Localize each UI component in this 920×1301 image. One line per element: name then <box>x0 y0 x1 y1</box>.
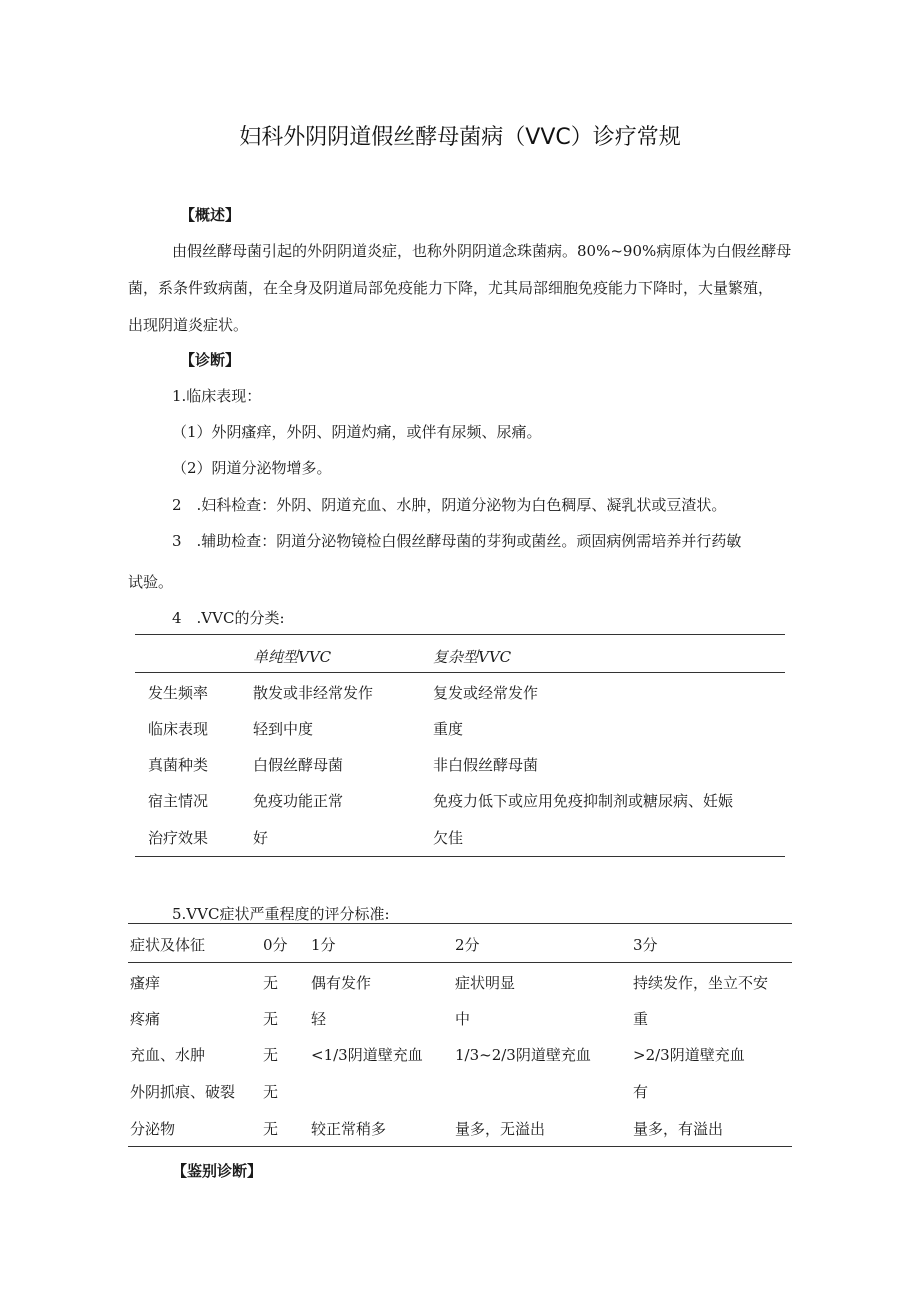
table-cell: 轻 <box>311 1010 327 1028</box>
table-cell: 症状明显 <box>455 974 516 992</box>
table-cell: 量多，无溢出 <box>455 1120 546 1138</box>
table-rule <box>135 856 785 857</box>
table-cell: 白假丝酵母菌 <box>253 756 344 774</box>
overview-line: 由假丝酵母菌引起的外阴阴道炎症，也称外阴阴道念珠菌病。80%~90%病原体为白假丝酵母 <box>172 242 792 260</box>
table-rule <box>128 923 792 924</box>
table-cell: 复发或经常发作 <box>433 684 539 702</box>
table-cell: 无 <box>263 1010 279 1028</box>
aux-item-line: 试验。 <box>128 573 174 591</box>
table-header-cell: 症状及体征 <box>130 936 206 954</box>
table-rule <box>128 962 792 963</box>
table-cell: 偶有发作 <box>311 974 372 992</box>
table-cell: 较正常稍多 <box>311 1120 387 1138</box>
table-cell: 瘙痒 <box>130 974 161 992</box>
table-cell: 欠佳 <box>433 829 464 847</box>
table-cell: 重 <box>633 1010 649 1028</box>
table-cell: 好 <box>253 829 269 847</box>
table-cell: 疼痛 <box>130 1010 161 1028</box>
table-header-cell: 0分 <box>263 936 288 954</box>
table-cell: 无 <box>263 1046 279 1064</box>
clinical-item: （1）外阴瘙痒，外阴、阴道灼痛，或伴有尿频、尿痛。 <box>172 423 542 441</box>
table-cell: 1/3~2/3阴道壁充血 <box>455 1046 591 1064</box>
table-cell: 免疫功能正常 <box>253 792 344 810</box>
table-cell: 充血、水肿 <box>130 1046 206 1064</box>
table-cell: <1/3阴道壁充血 <box>311 1046 423 1064</box>
table-cell: 有 <box>633 1083 649 1101</box>
table-header-cell: 单纯型VVC <box>253 648 332 666</box>
overview-line: 菌，系条件致病菌，在全身及阴道局部免疫能力下降，尤其局部细胞免疫能力下降时，大量繁殖， <box>128 279 774 297</box>
table-header-cell: 2分 <box>455 936 480 954</box>
classification-title: 4 .VVC的分类: <box>172 609 285 627</box>
table-rule <box>128 1146 792 1147</box>
differential-heading: 【鉴别诊断】 <box>172 1162 263 1180</box>
table-cell: 宿主情况 <box>148 792 209 810</box>
clinical-title: 1.临床表现： <box>172 387 262 405</box>
table-cell: 临床表现 <box>148 720 209 738</box>
table-cell: 无 <box>263 1083 279 1101</box>
overview-heading: 【概述】 <box>180 206 241 224</box>
aux-item-line: 3 .辅助检查：阴道分泌物镜检白假丝酵母菌的芽狗或菌丝。顽固病例需培养并行药敏 <box>172 532 742 550</box>
table-cell: 分泌物 <box>130 1120 176 1138</box>
exam-item: 2 .妇科检查：外阴、阴道充血、水肿，阴道分泌物为白色稠厚、凝乳状或豆渣状。 <box>172 496 727 514</box>
table-cell: 治疗效果 <box>148 829 209 847</box>
clinical-item: （2）阴道分泌物增多。 <box>172 459 332 477</box>
table-cell: 散发或非经常发作 <box>253 684 374 702</box>
table-cell: >2/3阴道壁充血 <box>633 1046 745 1064</box>
table-cell: 轻到中度 <box>253 720 314 738</box>
table-cell: 持续发作，坐立不安 <box>633 974 769 992</box>
table-cell: 真菌种类 <box>148 756 209 774</box>
table-cell: 非白假丝酵母菌 <box>433 756 539 774</box>
table-cell: 重度 <box>433 720 464 738</box>
table-cell: 外阴抓痕、破裂 <box>130 1083 236 1101</box>
table-rule <box>135 634 785 635</box>
table-cell: 中 <box>455 1010 471 1028</box>
table-cell: 无 <box>263 974 279 992</box>
table-cell: 发生频率 <box>148 684 209 702</box>
table-header-cell: 复杂型VVC <box>433 648 512 666</box>
table-rule <box>135 672 785 673</box>
overview-line: 出现阴道炎症状。 <box>128 316 249 334</box>
diagnosis-heading: 【诊断】 <box>180 351 241 369</box>
table-header-cell: 3分 <box>633 936 658 954</box>
table-cell: 免疫力低下或应用免疫抑制剂或糖尿病、妊娠 <box>433 792 734 810</box>
table-cell: 量多，有溢出 <box>633 1120 724 1138</box>
table-header-cell: 1分 <box>311 936 336 954</box>
table-cell: 无 <box>263 1120 279 1138</box>
scoring-title: 5.VVC症状严重程度的评分标准: <box>172 905 390 923</box>
page-title: 妇科外阴阴道假丝酵母菌病（VVC）诊疗常规 <box>239 125 681 150</box>
